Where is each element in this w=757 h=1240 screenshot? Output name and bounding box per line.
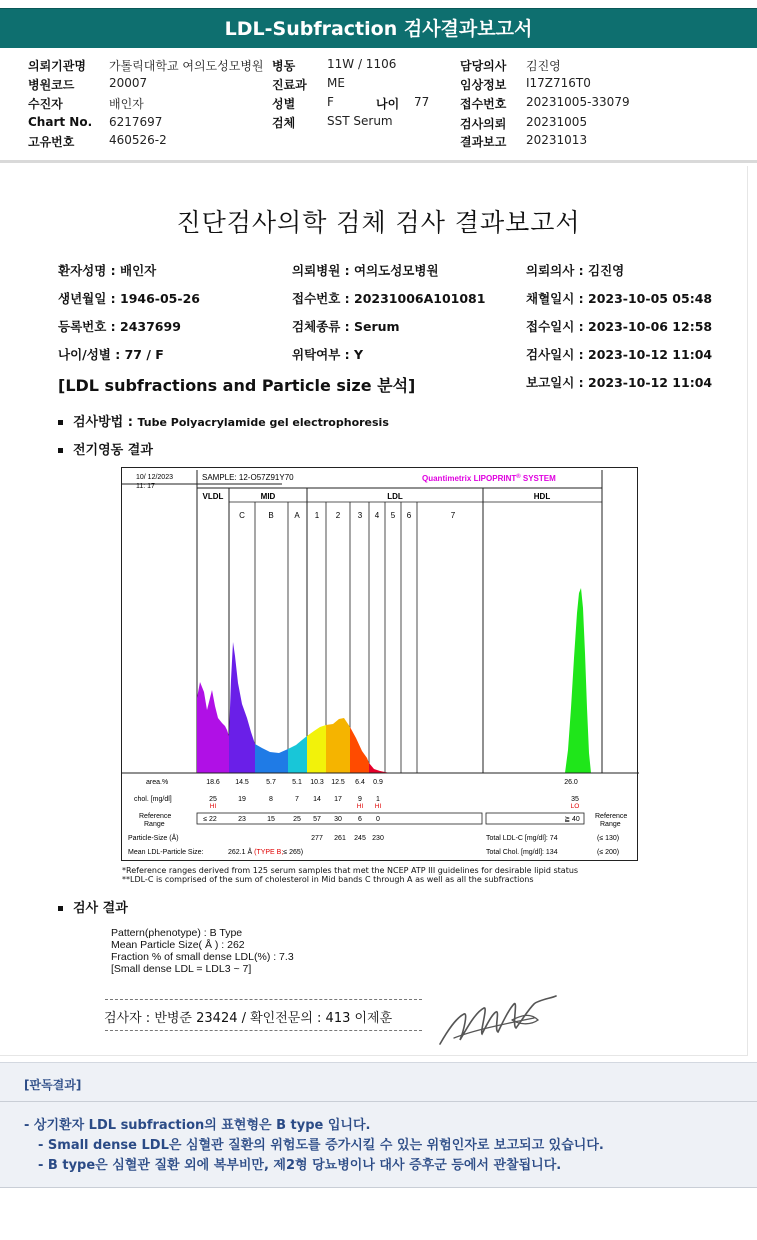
row-label-area: area.% <box>146 779 169 786</box>
ref-ldl1: 57 <box>313 816 321 823</box>
code-value: 20007 <box>109 76 148 90</box>
type-b-tail: ≤ 265) <box>283 849 304 856</box>
ref-c: 23 <box>238 816 246 823</box>
size-ldl2: 261 <box>334 835 346 842</box>
receipt-value: 20231005-33079 <box>526 95 630 109</box>
ldl1-peak <box>307 725 326 773</box>
ward-value: 11W / 1106 <box>327 57 397 71</box>
sex-label: 성별 <box>272 97 296 111</box>
chol-vldl: 25 <box>209 796 217 803</box>
signature-rule-top <box>105 999 422 1000</box>
band-label-b: B <box>268 511 274 520</box>
band-label-4: 4 <box>374 511 380 520</box>
row-label-size: Particle-Size (Å) <box>128 835 179 842</box>
analysis-subtitle: [LDL subfractions and Particle size 분석] <box>58 376 416 395</box>
bullet-icon <box>58 448 63 453</box>
result-label: 검사 결과 <box>73 901 128 916</box>
system-brand: Quantimetrix LIPOPRINT <box>422 474 517 483</box>
zone-ldl: LDL <box>387 492 403 501</box>
chart-no-value: 6217697 <box>109 115 163 129</box>
age-sex: 나이/성별 : 77 / F <box>58 347 164 362</box>
request-value: 20231005 <box>526 115 588 129</box>
receipt-label: 접수번호 <box>460 97 507 111</box>
age-label: 나이 <box>376 97 400 111</box>
signature-rule-bottom <box>105 1030 422 1031</box>
ref-a: 25 <box>293 816 301 823</box>
mid-b-peak <box>255 744 288 773</box>
doctor-label: 담당의사 <box>460 59 507 73</box>
electrophoresis-chart <box>121 467 638 861</box>
chart-time: 11: 17 <box>136 483 155 490</box>
total-chol: Total Chol. [mg/dl]: 134 <box>486 849 558 856</box>
hospital-label: 의뢰기관명 <box>28 59 86 73</box>
interpretation-line-3: - B type은 심혈관 질환 외에 복부비만, 제2형 당뇨병이나 대사 증후군 등에서 관찰됩니다. <box>38 1158 562 1173</box>
result-pattern: Pattern(phenotype) : B Type <box>111 927 243 939</box>
ward-label: 병동 <box>272 59 296 73</box>
chart-sample: SAMPLE: 12-O57Z91Y70 <box>202 473 294 482</box>
system-name <box>422 473 556 483</box>
registration-number: 등록번호 : 2437699 <box>58 319 181 334</box>
uid-value: 460526-2 <box>109 133 167 147</box>
requesting-hospital: 의뢰병원 : 여의도성모병원 <box>292 263 439 278</box>
ref-ldl3: 6 <box>358 816 362 823</box>
report-time: 보고일시 : 2023-10-12 11:04 <box>526 375 713 390</box>
zone-mid: MID <box>260 492 276 501</box>
ref-ldl2: 30 <box>334 816 342 823</box>
chol-ldl1: 14 <box>313 796 321 803</box>
ref-ldl4: 0 <box>376 816 380 823</box>
sex-value: F <box>327 95 334 109</box>
band-label-6: 6 <box>406 511 412 520</box>
ldl4-peak <box>369 763 390 773</box>
chol-a: 7 <box>295 796 299 803</box>
area-ldl4: 0.9 <box>373 779 383 786</box>
ldl3-peak <box>350 727 369 773</box>
bullet-icon <box>58 420 63 425</box>
area-b: 5.7 <box>266 779 276 786</box>
chol-hdl: 35 <box>571 796 579 803</box>
row-label-mean: Mean LDL-Particle Size: <box>128 849 204 856</box>
hdl-ref-label1: Reference <box>595 813 628 820</box>
patient-label: 수진자 <box>28 97 63 111</box>
size-ldl1: 277 <box>311 835 323 842</box>
mean-size-line <box>228 847 303 856</box>
interpretation-separator <box>0 1101 757 1102</box>
method-label: 검사방법 : <box>73 415 133 430</box>
result-definition: [Small dense LDL = LDL3 ~ 7] <box>111 963 252 975</box>
electropherogram <box>197 588 591 773</box>
type-b: (TYPE B; <box>254 849 284 856</box>
flag-vldl: HI <box>209 803 217 810</box>
band-label-a: A <box>294 511 300 520</box>
hospital-value: 가톨릭대학교 여의도성모병원 <box>109 59 264 73</box>
mean-size: 262.1 Å <box>228 849 253 856</box>
electro-label: 전기영동 결과 <box>73 443 153 458</box>
method-value: Tube Polyacrylamide gel electrophoresis <box>137 416 389 429</box>
row-label-ref1: Reference <box>139 813 172 820</box>
area-a: 5.1 <box>292 779 302 786</box>
chol-c: 19 <box>238 796 246 803</box>
interpretation-line-2: - Small dense LDL은 심혈관 질환의 위험도를 증가시킬 수 있는 위험인자로 보고되고 있습니다. <box>38 1138 604 1153</box>
result-bullet <box>58 897 128 916</box>
vldl-peak <box>197 682 229 773</box>
size-ldl4: 230 <box>372 835 384 842</box>
footnote-2: **LDL-C is comprised of the sum of cholesterol in Mid bands C through A as well as all the subfractions <box>122 875 534 884</box>
report-date-value: 20231013 <box>526 133 588 147</box>
request-label: 검사의뢰 <box>460 117 507 131</box>
ref-hdl: ≧ 40 <box>564 816 580 823</box>
zone-hdl: HDL <box>533 492 551 501</box>
total-chol-ref: (≤ 200) <box>597 849 620 856</box>
outsourced: 위탁여부 : Y <box>292 347 364 362</box>
band-label-1: 1 <box>314 511 320 520</box>
patient-value: 배인자 <box>109 97 144 111</box>
chol-ldl4: 1 <box>376 796 380 803</box>
mid-a-peak <box>288 736 307 773</box>
result-fraction: Fraction % of small dense LDL(%) : 7.3 <box>111 951 294 963</box>
doctor-value: 김진영 <box>526 59 561 73</box>
signer-line: 검사자 : 반병준 23424 / 확인전문의 : 413 이제훈 <box>104 1011 393 1026</box>
ldl2-peak <box>326 718 350 773</box>
interpretation-title: [판독결과] <box>24 1078 82 1092</box>
band-label-3: 3 <box>357 511 363 520</box>
uid-label: 고유번호 <box>28 135 75 149</box>
header-separator <box>0 160 757 163</box>
bullet-icon <box>58 906 63 911</box>
method-bullet <box>58 411 389 430</box>
birth-date: 생년월일 : 1946-05-26 <box>58 291 200 306</box>
electro-bullet <box>58 439 153 458</box>
specimen-label: 검체 <box>272 116 296 130</box>
total-ldl-c: Total LDL-C [mg/dl]: 74 <box>486 835 558 842</box>
system-suffix: SYSTEM <box>520 474 556 483</box>
flag-hdl: LO <box>570 803 580 810</box>
area-vldl: 18.6 <box>206 779 220 786</box>
flag-ldl3: HI <box>356 803 364 810</box>
code-label: 병원코드 <box>28 78 75 92</box>
area-ldl3: 6.4 <box>355 779 365 786</box>
hdl-peak <box>565 588 591 773</box>
size-ldl3: 245 <box>354 835 366 842</box>
specimen-value: SST Serum <box>327 114 393 128</box>
footnote-1: *Reference ranges derived from 125 serum samples that met the NCEP ATP III guidelines for desirable lipid status <box>122 866 579 875</box>
dept-label: 진료과 <box>272 78 307 92</box>
row-label-ref2: Range <box>144 821 165 828</box>
area-c: 14.5 <box>235 779 249 786</box>
report-title-bar: LDL-Subfraction 검사결과보고서 <box>0 8 757 48</box>
zone-vldl: VLDL <box>202 492 224 501</box>
specimen-type: 검체종류 : Serum <box>292 319 400 334</box>
band-label-7: 7 <box>450 511 456 520</box>
electrophoresis-svg <box>122 468 639 862</box>
receipt-number: 접수번호 : 20231006A101081 <box>292 291 486 306</box>
area-ldl1: 10.3 <box>310 779 324 786</box>
clinical-label: 임상정보 <box>460 78 507 92</box>
receipt-time: 접수일시 : 2023-10-06 12:58 <box>526 319 713 334</box>
total-ldl-c-ref: (≤ 130) <box>597 835 620 842</box>
interpretation-line-1: - 상기환자 LDL subfraction의 표현형은 B type 입니다. <box>24 1118 371 1133</box>
requesting-doctor: 의뢰의사 : 김진영 <box>526 263 625 278</box>
row-label-chol: chol. [mg/dl] <box>134 796 172 803</box>
area-ldl2: 12.5 <box>331 779 345 786</box>
report-title: 진단검사의학 검체 검사 결과보고서 <box>176 208 581 237</box>
flag-ldl4: HI <box>374 803 382 810</box>
hdl-ref-label2: Range <box>600 821 621 828</box>
chol-ldl2: 17 <box>334 796 342 803</box>
mid-c-peak <box>229 642 255 773</box>
patient-name: 환자성명 : 배인자 <box>58 263 157 278</box>
band-label-2: 2 <box>335 511 341 520</box>
age-value: 77 <box>414 95 430 109</box>
chart-no-label: Chart No. <box>28 115 93 129</box>
band-label-c: C <box>239 511 245 520</box>
clinical-value: I17Z716T0 <box>526 76 591 90</box>
collection-time: 채혈일시 : 2023-10-05 05:48 <box>526 291 713 306</box>
test-time: 검사일시 : 2023-10-12 11:04 <box>526 347 713 362</box>
dept-value: ME <box>327 76 345 90</box>
chart-date: 10/ 12/2023 <box>136 474 173 481</box>
ref-b: 15 <box>267 816 275 823</box>
registered-mark: ® <box>516 474 521 480</box>
chol-ldl3: 9 <box>358 796 362 803</box>
report-date-label: 결과보고 <box>460 135 507 149</box>
area-hdl: 26.0 <box>564 779 578 786</box>
ref-vldl: ≤ 22 <box>203 816 217 823</box>
result-mean-size: Mean Particle Size( Å ) : 262 <box>111 939 245 951</box>
chol-b: 8 <box>269 796 273 803</box>
band-label-5: 5 <box>390 511 396 520</box>
signature-image <box>434 990 562 1054</box>
